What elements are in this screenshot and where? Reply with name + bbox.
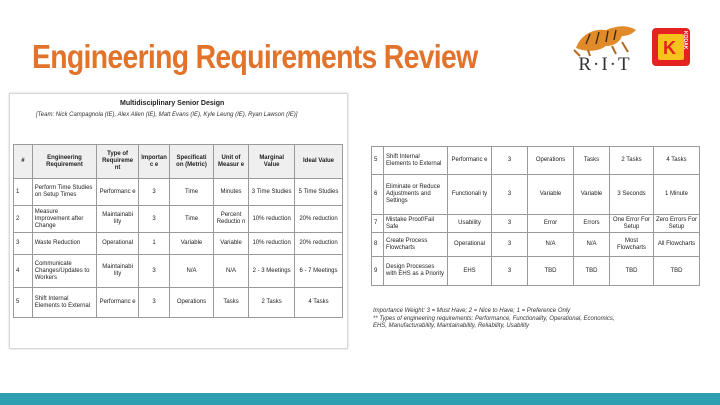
table-cell: Time xyxy=(170,206,214,233)
table-cell: One Error For Setup xyxy=(610,215,654,233)
column-header: # xyxy=(14,145,33,179)
table-cell: TBD xyxy=(654,257,700,286)
column-header: Importanc e xyxy=(138,145,169,179)
table-row xyxy=(14,255,343,288)
table-cell: Time xyxy=(170,179,214,206)
table-cell: Variable xyxy=(574,175,610,215)
table-cell: 10% reduction xyxy=(249,206,295,233)
column-header: Specificati on (Metric) xyxy=(170,145,214,179)
table-row xyxy=(372,215,700,233)
table-cell: Functionali ty xyxy=(448,175,492,215)
table-cell: Variable xyxy=(170,233,214,255)
table-cell: 1 Minute xyxy=(654,175,700,215)
table-cell: Errors xyxy=(574,215,610,233)
table-cell: Maintainabi lity xyxy=(97,206,139,233)
table-cell: Operations xyxy=(170,288,214,318)
note-line: ** Types of engineering requirements: Performance, Functionality, Operational, Economics, xyxy=(373,315,615,322)
table-cell: Shift Internal Elements to External xyxy=(32,288,97,318)
table-cell: 2 - 3 Meetings xyxy=(249,255,295,288)
table-cell: 6 - 7 Meetings xyxy=(295,255,343,288)
requirements-document-right xyxy=(367,142,702,347)
table-cell: Error xyxy=(528,215,574,233)
column-header: Ideal Value xyxy=(295,145,343,179)
table-cell: 20% reduction xyxy=(295,206,343,233)
table-cell: 7 xyxy=(372,215,384,233)
table-row xyxy=(372,175,700,215)
column-header: Marginal Value xyxy=(249,145,295,179)
table-cell: Operational xyxy=(97,233,139,255)
table-row xyxy=(14,179,343,206)
table-cell: Perform Time Studies on Setup Times xyxy=(32,179,97,206)
table-cell: 3 xyxy=(138,255,169,288)
table-cell: 3 xyxy=(492,175,528,215)
table-cell: Performanc e xyxy=(97,179,139,206)
column-header: Type of Requireme nt xyxy=(97,145,139,179)
table-cell: 3 xyxy=(492,147,528,175)
table-header-row xyxy=(14,145,343,179)
slide-title: Engineering Requirements Review xyxy=(32,38,478,75)
table-cell: N/A xyxy=(574,233,610,257)
table-cell: Variable xyxy=(528,175,574,215)
table-row xyxy=(14,206,343,233)
table-cell: Operational xyxy=(448,233,492,257)
table-cell: 3 xyxy=(492,233,528,257)
table-cell: Mistake Proof/Fail Safe xyxy=(384,215,448,233)
table-cell: 3 xyxy=(14,233,33,255)
rit-logo xyxy=(566,18,644,78)
table-cell: Minutes xyxy=(213,179,248,206)
table-cell: Zero Errors For Setup xyxy=(654,215,700,233)
table-row xyxy=(14,233,343,255)
note-line: EHS, Manufacturability, Maintainability, Reliability, Usability xyxy=(373,323,530,329)
table-cell: 9 xyxy=(372,257,384,286)
table-cell: 4 xyxy=(14,255,33,288)
table-cell: Performanc e xyxy=(448,147,492,175)
requirements-table-left xyxy=(13,144,343,318)
column-header: Engineering Requirement xyxy=(32,145,97,179)
table-cell: Most Flowcharts xyxy=(610,233,654,257)
document-heading: Multidisciplinary Senior Design xyxy=(120,100,225,107)
table-cell: Tasks xyxy=(574,147,610,175)
table-cell: 5 xyxy=(14,288,33,318)
requirements-table-right xyxy=(371,146,700,286)
table-cell: N/A xyxy=(528,233,574,257)
table-cell: N/A xyxy=(170,255,214,288)
kodak-logo-mark xyxy=(658,34,684,60)
table-cell: 5 xyxy=(372,147,384,175)
table-cell: 4 Tasks xyxy=(295,288,343,318)
table-cell: 10% reduction xyxy=(249,233,295,255)
footer-bar xyxy=(0,393,720,405)
table-cell: Tasks xyxy=(213,288,248,318)
table-cell: 1 xyxy=(138,233,169,255)
table-cell: Variable xyxy=(213,233,248,255)
rit-logo-text: R·I·T xyxy=(578,54,632,75)
table-cell: N/A xyxy=(213,255,248,288)
table-cell: Eliminate or Reduce Adjustments and Settings xyxy=(384,175,448,215)
table-cell: Design Processes with EHS as a Priority xyxy=(384,257,448,286)
table-cell: All Flowcharts xyxy=(654,233,700,257)
table-cell: Create Process Flowcharts xyxy=(384,233,448,257)
table-cell: Usability xyxy=(448,215,492,233)
table-cell: 3 xyxy=(138,288,169,318)
table-cell: TBD xyxy=(610,257,654,286)
column-header: Unit of Measur e xyxy=(213,145,248,179)
table-cell: 3 xyxy=(138,206,169,233)
table-row xyxy=(14,288,343,318)
table-cell: 6 xyxy=(372,175,384,215)
table-cell: 3 xyxy=(492,257,528,286)
table-cell: 3 Seconds xyxy=(610,175,654,215)
kodak-logo-word: KODAK xyxy=(682,31,688,50)
kodak-logo-letter: K xyxy=(663,38,676,58)
requirements-notes xyxy=(373,308,693,331)
table-cell: Measure Improvement after Change xyxy=(32,206,97,233)
table-cell: Operations xyxy=(528,147,574,175)
table-cell: 3 xyxy=(138,179,169,206)
table-row xyxy=(372,257,700,286)
table-cell: 3 xyxy=(492,215,528,233)
table-cell: 2 Tasks xyxy=(249,288,295,318)
tiger-icon xyxy=(566,18,644,58)
table-cell: 3 Time Studies xyxy=(249,179,295,206)
table-cell: 8 xyxy=(372,233,384,257)
table-cell: Maintainabi lity xyxy=(97,255,139,288)
table-row xyxy=(372,147,700,175)
note-line: Importance Weight: 3 = Must Have; 2 = Nice to Have; 1 = Preference Only xyxy=(373,308,571,314)
table-cell: 5 Time Studies xyxy=(295,179,343,206)
table-cell: Communicate Changes/Updates to Workers xyxy=(32,255,97,288)
table-cell: 2 xyxy=(14,206,33,233)
table-cell: Percent Reductio n xyxy=(213,206,248,233)
table-cell: 4 Tasks xyxy=(654,147,700,175)
table-cell: Shift Internal Elements to External xyxy=(384,147,448,175)
table-cell: 2 Tasks xyxy=(610,147,654,175)
table-cell: TBD xyxy=(528,257,574,286)
requirements-document-left xyxy=(9,93,348,349)
table-cell: 20% reduction xyxy=(295,233,343,255)
table-cell: Performanc e xyxy=(97,288,139,318)
table-cell: 1 xyxy=(14,179,33,206)
table-cell: EHS xyxy=(448,257,492,286)
table-row xyxy=(372,233,700,257)
kodak-logo xyxy=(652,28,690,66)
table-cell: TBD xyxy=(574,257,610,286)
table-cell: Waste Reduction xyxy=(32,233,97,255)
document-team: [Team: Nick Campagnola (IE), Alex Allen (IE), Matt Evans (IE), Kyle Leung (IE), Ryan Lawson (IE)] xyxy=(36,112,298,118)
